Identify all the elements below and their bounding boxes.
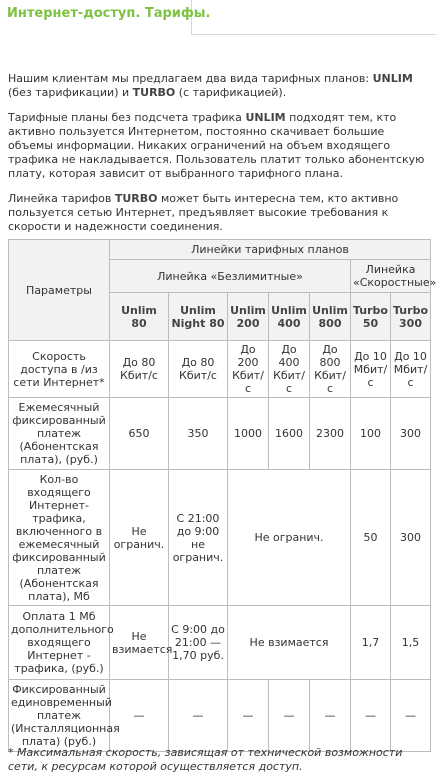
row-label-install: Фиксированный единовременный платеж (Инсталляционная плата) (руб.) [9,680,110,752]
intro-paragraph-3: Линейка тарифов TURBO может быть интересна тем, кто активно пользуется сетью Интернет, предъявляет высокие требования к скорости и надежности соединения. [8,192,399,233]
tariffs-table [8,239,436,752]
tab-internet-tariffs[interactable] [0,0,211,34]
row-label-speed: Скорость доступа в /из сети Интернет* [9,341,110,398]
table-cell: — [391,680,431,752]
table-cell: С 21:00 до 9:00 не огранич. [169,470,228,606]
plan-unlim-800: Unlim 800 [310,293,351,341]
lines-header: Линейки тарифных планов [110,240,431,260]
line-fast-header: Линейка «Скоростные» [351,260,431,293]
plan-unlim-80: Unlim 80 [110,293,169,341]
plan-unlim-night-80: Unlim Night 80 [169,293,228,341]
plan-unlim-400: Unlim 400 [269,293,310,341]
table-cell: До 10 Мбит/с [391,341,431,398]
table-cell: — [269,680,310,752]
table-cell: 1600 [269,398,310,470]
footnote: * Максимальная скорость, зависящая от технической возможности сети, к ресурсам которой осуществляется доступ. [8,746,403,773]
table-cell: 1,5 [391,606,431,680]
table-cell: С 9:00 до 21:00 — 1,70 руб. [169,606,228,680]
table-cell: 50 [351,470,391,606]
table-cell: — [228,680,269,752]
table-cell: 350 [169,398,228,470]
table-row [9,606,431,680]
table-cell: 1000 [228,398,269,470]
table-row [9,470,431,606]
page-title: Интернет-доступ. Тарифы. [7,6,211,21]
table-cell: Не взимается [228,606,351,680]
table-row [9,341,431,398]
plan-turbo-300: Turbo 300 [391,293,431,341]
row-label-monthly: Ежемесячный фиксированный платеж (Абонентская плата), (руб.) [9,398,110,470]
intro-paragraph-2: Тарифные планы без подсчета трафика UNLIM подходят тем, кто активно пользуется Интернетом, постоянно скачивает большие объемы информации. Никаких ограничений на объем входящего трафика не накладывается. Пользователь платит только абонентскую плату, которая зависит от выбранного тарифного плана. [8,111,425,180]
plan-turbo-50: Turbo 50 [351,293,391,341]
table-cell: До 200 Кбит/с [228,341,269,398]
intro-paragraph-1: Нашим клиентам мы предлагаем два вида тарифных планов: UNLIM (без тарификации) и TURBO (с тарификацией). [8,72,413,99]
table-cell: Не огранич. [110,470,169,606]
plan-unlim-200: Unlim 200 [228,293,269,341]
table-cell: 300 [391,398,431,470]
table-cell: Не взимается [110,606,169,680]
params-header: Параметры [9,240,110,341]
table-cell: До 10 Мбит/с [351,341,391,398]
table-cell: 650 [110,398,169,470]
table-cell: — [110,680,169,752]
line-unlim-header: Линейка «Безлимитные» [110,260,351,293]
table-cell: До 400 Кбит/с [269,341,310,398]
table-cell: Не огранич. [228,470,351,606]
active-tab-indicator [0,33,191,35]
table-row [9,398,431,470]
table-cell: 100 [351,398,391,470]
table-cell: — [310,680,351,752]
table-header-row-1 [9,240,431,260]
tab-bar [0,0,436,35]
table-cell: — [169,680,228,752]
table-cell: — [351,680,391,752]
table-cell: До 80 Кбит/с [169,341,228,398]
table-cell: 1,7 [351,606,391,680]
table-cell: До 80 Кбит/с [110,341,169,398]
row-label-traffic: Кол-во входящего Интернет-трафика, включенного в ежемесячный фиксированный платеж (Абонентская плата), Мб [9,470,110,606]
table-row [9,680,431,752]
table-cell: 300 [391,470,431,606]
intro-text [8,72,430,245]
table-cell: 2300 [310,398,351,470]
row-label-extra: Оплата 1 Мб дополнительного входящего Интернет - трафика, (руб.) [9,606,110,680]
table-cell: До 800 Кбит/с [310,341,351,398]
